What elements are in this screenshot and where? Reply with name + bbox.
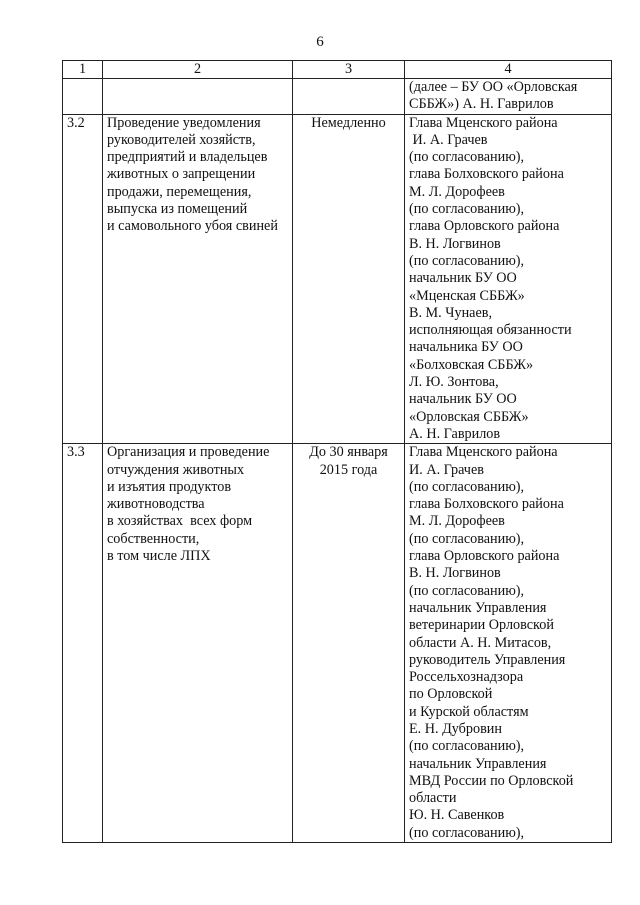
text-line: (по согласованию), [409,824,525,841]
deadline-cell [293,114,405,444]
text-line: «Мценская СББЖ» [409,287,525,304]
text-line: Ю. Н. Савенков [409,807,505,824]
action-plan-table [62,60,612,843]
item-number-cell [63,79,103,115]
text-line: (по согласованию), [409,252,525,269]
text-line: (по согласованию), [409,582,525,599]
table-row [63,114,612,444]
deadline-cell [293,79,405,115]
text-line: Глава Мценского района [409,114,558,131]
header-cell-3: 3 [293,61,405,79]
text-line: (далее – БУ ОО «Орловская [409,79,578,95]
text-line: по Орловской [409,686,493,703]
text-line: «Болховская СББЖ» [409,356,534,373]
text-line: А. Н. Гаврилов [409,425,501,442]
item-number-cell: 3.2 [63,114,103,444]
text-line: начальник Управления [409,755,547,772]
text-line: М. Л. Дорофеев [409,183,505,200]
text-line: До 30 января [309,444,388,461]
table-row [63,444,612,843]
header-cell-1: 1 [63,61,103,79]
responsible-cell [405,114,612,444]
table-row [63,79,612,115]
text-line: (по согласованию), [409,530,525,547]
text-line: начальник БУ ОО [409,270,517,287]
text-line: начальник Управления [409,599,547,616]
text-line: животных о запрещении [107,166,256,183]
text-line: Россельхознадзора [409,669,524,686]
text-line: глава Орловского района [409,548,560,565]
action-cell [103,114,293,444]
text-line: руководитель Управления [409,651,566,668]
text-line: (по согласованию), [409,478,525,495]
text-line: начальника БУ ОО [409,339,523,356]
text-line: начальник БУ ОО [409,391,517,408]
text-line: области А. Н. Митасов, [409,634,552,651]
header-row [63,61,612,79]
responsible-cell [405,79,612,115]
deadline-cell [293,444,405,843]
text-line: Е. Н. Дубровин [409,720,502,737]
text-line: (по согласованию), [409,738,525,755]
text-line: (по согласованию), [409,149,525,166]
text-line: и самовольного убоя свиней [107,218,278,235]
text-line: «Орловская СББЖ» [409,408,529,425]
text-line: В. Н. Логвинов [409,565,501,582]
page-number: 6 [316,34,324,50]
text-line: выпуска из помещений [107,201,248,218]
text-line: И. А. Грачев [409,131,488,148]
text-line: и изъятия продуктов [107,478,232,495]
text-line: (по согласованию), [409,201,525,218]
text-line: глава Болховского района [409,496,564,513]
text-line: В. М. Чунаев, [409,304,493,321]
action-cell [103,79,293,115]
text-line: продажи, перемещения, [107,183,252,200]
text-line: Немедленно [311,114,386,131]
text-line: глава Болховского района [409,166,564,183]
text-line: В. Н. Логвинов [409,235,501,252]
text-line: М. Л. Дорофеев [409,513,505,530]
text-line: животноводства [107,496,205,513]
text-line: отчуждения животных [107,461,245,478]
text-line: исполняющая обязанности [409,322,572,339]
text-line: предприятий и владельцев [107,149,268,166]
text-line: в хозяйствах всех форм [107,513,253,530]
text-line: ветеринарии Орловской [409,617,554,634]
header-cell-2: 2 [103,61,293,79]
header-cell-4: 4 [405,61,612,79]
text-line: Л. Ю. Зонтова, [409,374,499,391]
text-line: МВД России по Орловской [409,772,574,789]
text-line: глава Орловского района [409,218,560,235]
text-line: и Курской областям [409,703,529,720]
item-number-cell: 3.3 [63,444,103,843]
text-line: области [409,790,457,807]
text-line: Глава Мценского района [409,444,558,461]
text-line: руководителей хозяйств, [107,131,256,148]
text-line: Проведение уведомления [107,114,261,131]
responsible-cell [405,444,612,843]
text-line: 2015 года [319,461,378,478]
text-line: СББЖ») А. Н. Гаврилов [409,96,554,113]
text-line: И. А. Грачев [409,461,484,478]
text-line: в том числе ЛПХ [107,548,211,565]
action-cell [103,444,293,843]
text-line: Организация и проведение [107,444,270,461]
text-line: собственности, [107,530,200,547]
